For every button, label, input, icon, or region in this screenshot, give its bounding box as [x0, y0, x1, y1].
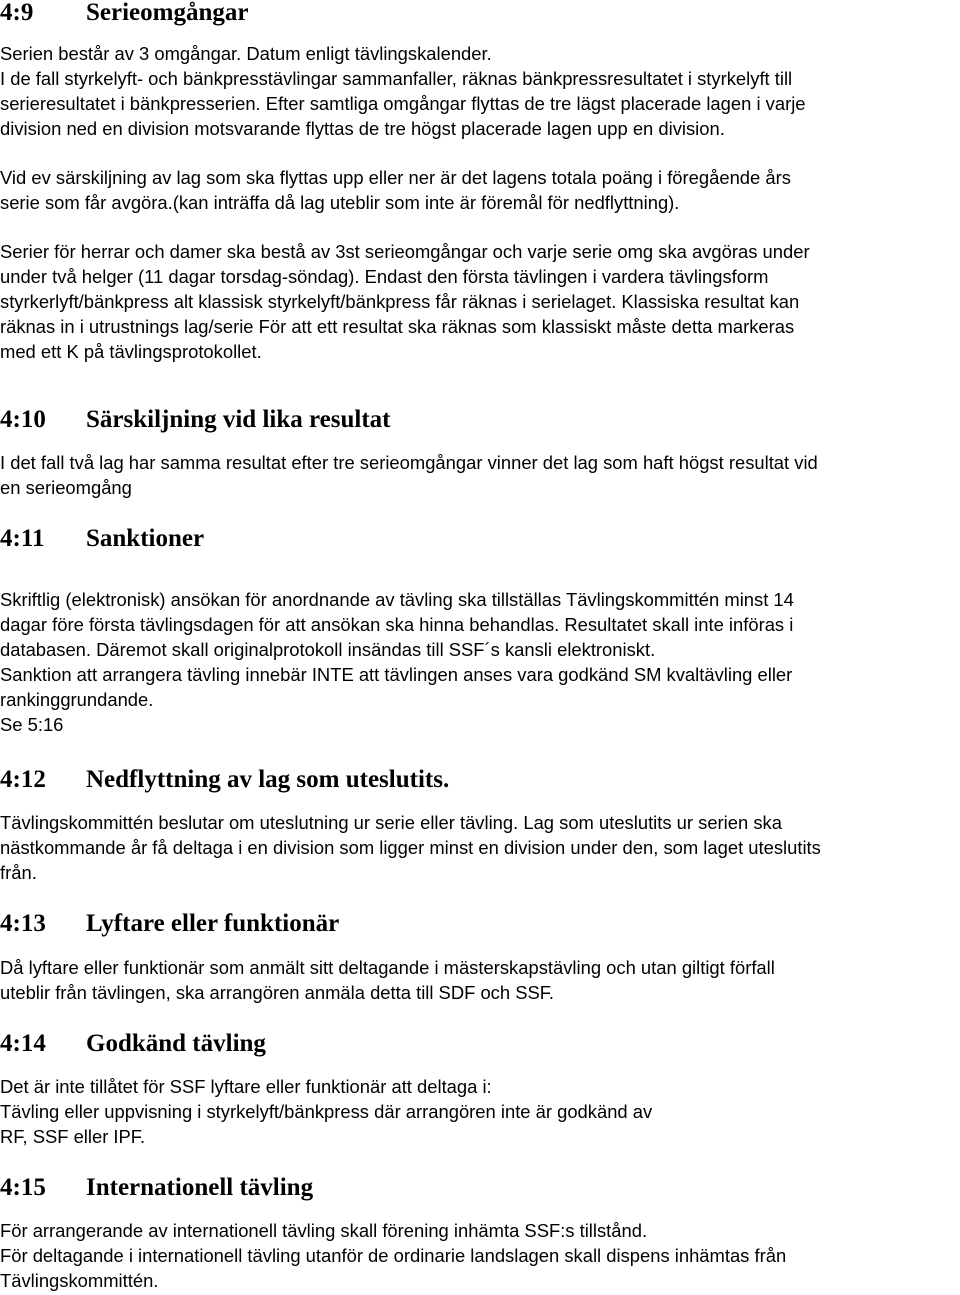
section-title: Serieomgångar	[86, 0, 249, 26]
body-line: Tävlingskommittén beslutar om uteslutning ur serie eller tävling. Lag som uteslutits ur serien ska	[0, 812, 782, 833]
section-body	[0, 239, 960, 364]
body-line: databasen. Däremot skall originalprotokoll insändas till SSF´s kansli elektroniskt.	[0, 639, 656, 660]
section-body	[0, 1218, 960, 1293]
section-number: 4:9	[0, 0, 34, 26]
section-title: Sanktioner	[86, 525, 205, 552]
section-number: 4:15	[0, 1174, 46, 1201]
body-line: Vid ev särskiljning av lag som ska flyttas upp eller ner är det lagens totala poäng i föregående års	[0, 167, 791, 188]
section-number: 4:14	[0, 1030, 46, 1057]
section-body	[0, 587, 960, 737]
section-heading	[0, 765, 449, 795]
section-heading	[0, 1173, 313, 1203]
section-body	[0, 165, 960, 215]
section-title: Godkänd tävling	[86, 1030, 266, 1057]
section-heading	[0, 0, 248, 28]
body-line: under två helger (11 dagar torsdag-söndag). Endast den första tävlingen i vardera tävlingsform	[0, 266, 769, 287]
body-line: I det fall två lag har samma resultat efter tre serieomgångar vinner det lag som haft högst resultat vid	[0, 452, 818, 473]
body-line: dagar före första tävlingsdagen för att ansökan ska hinna behandlas. Resultatet skall inte införas i	[0, 614, 794, 635]
body-line: Sanktion att arrangera tävling innebär INTE att tävlingen anses vara godkänd SM kvaltävling eller	[0, 664, 793, 685]
section-body	[0, 450, 960, 500]
body-line: Tävlingskommittén.	[0, 1270, 159, 1291]
body-line: Serier för herrar och damer ska bestå av 3st serieomgångar och varje serie omg ska avgöras under	[0, 241, 810, 262]
section-number: 4:13	[0, 910, 46, 937]
section-number: 4:12	[0, 766, 46, 793]
section-title: Särskiljning vid lika resultat	[86, 406, 391, 433]
body-line: Serien består av 3 omgångar. Datum enligt tävlingskalender.	[0, 43, 492, 64]
section-title: Internationell tävling	[86, 1174, 314, 1201]
section-title: Nedflyttning av lag som uteslutits.	[86, 766, 450, 793]
body-line: RF, SSF eller IPF.	[0, 1126, 146, 1147]
section-heading	[0, 524, 204, 554]
body-line: nästkommande år få deltaga i en division som ligger minst en division under den, som laget uteslutits	[0, 837, 821, 858]
body-line: uteblir från tävlingen, ska arrangören anmäla detta till SDF och SSF.	[0, 982, 555, 1003]
section-title: Lyftare eller funktionär	[86, 910, 340, 937]
body-line: division ned en division motsvarande flyttas de tre högst placerade lagen upp en division.	[0, 118, 725, 139]
section-body	[0, 955, 960, 1005]
section-heading	[0, 405, 390, 435]
body-line: För arrangerande av internationell tävling skall förening inhämta SSF:s tillstånd.	[0, 1220, 648, 1241]
section-body	[0, 810, 960, 885]
body-line: serie som får avgöra.(kan inträffa då lag uteblir som inte är föremål för nedflyttning).	[0, 192, 680, 213]
section-body	[0, 41, 960, 141]
body-line: räknas in i utrustnings lag/serie För att ett resultat ska räknas som klassiskt måste detta markeras	[0, 316, 795, 337]
body-line: Se 5:16	[0, 714, 64, 735]
section-heading	[0, 909, 339, 939]
section-body	[0, 1074, 960, 1149]
body-line: Skriftlig (elektronisk) ansökan för anordnande av tävling ska tillställas Tävlingskommittén minst 14	[0, 589, 794, 610]
section-heading	[0, 1029, 266, 1059]
section-number: 4:10	[0, 406, 46, 433]
body-line: en serieomgång	[0, 477, 132, 498]
body-line: Tävling eller uppvisning i styrkelyft/bänkpress där arrangören inte är godkänd av	[0, 1101, 653, 1122]
body-line: För deltagande i internationell tävling utanför de ordinarie landslagen skall dispens inhämtas från	[0, 1245, 787, 1266]
section-number: 4:11	[0, 525, 45, 552]
body-line: styrkerlyft/bänkpress alt klassisk styrkelyft/bänkpress får räknas i serielaget. Klassiska resultat kan	[0, 291, 800, 312]
body-line: rankinggrundande.	[0, 689, 154, 710]
body-line: serieresultatet i bänkpresserien. Efter samtliga omgångar flyttas de tre lägst placerade lagen i varje	[0, 93, 806, 114]
body-line: Det är inte tillåtet för SSF lyftare eller funktionär att deltaga i:	[0, 1076, 492, 1097]
body-line: Då lyftare eller funktionär som anmält sitt deltagande i mästerskapstävling och utan giltigt förfall	[0, 957, 775, 978]
body-line: I de fall styrkelyft- och bänkpresstävlingar sammanfaller, räknas bänkpressresultatet i styrkelyft till	[0, 68, 793, 89]
body-line: från.	[0, 862, 37, 883]
body-line: med ett K på tävlingsprotokollet.	[0, 341, 262, 362]
